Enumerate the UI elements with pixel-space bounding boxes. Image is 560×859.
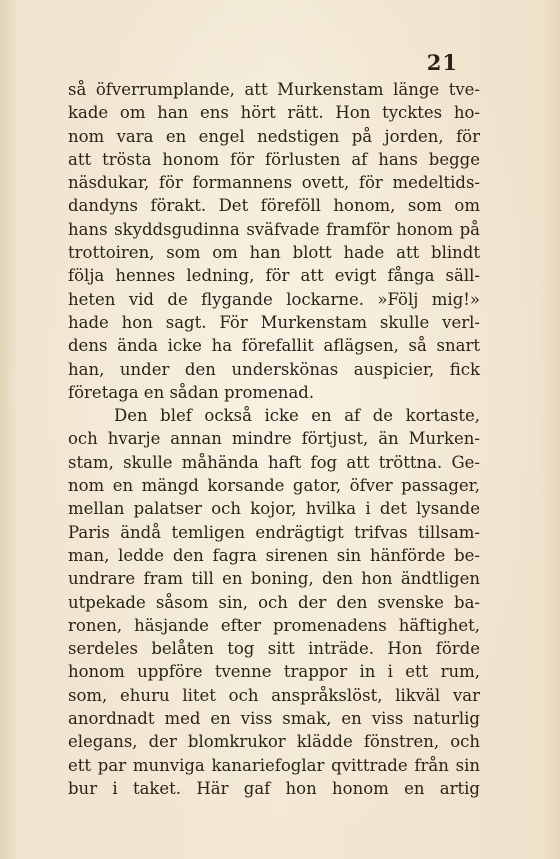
text-line: serdeles belåten tog sitt inträde. Hon förde [68, 639, 480, 659]
page-number: 21 [426, 50, 458, 75]
text-line: mellan palatser och kojor, hvilka i det lysande [68, 499, 480, 519]
text-line: man, ledde den fagra sirenen sin hänförde be- [68, 545, 480, 565]
text-line: så öfverrumplande, att Murkenstam länge tve- [68, 80, 480, 99]
text-line: heten vid de flygande lockarne. »Följ mig!» [68, 289, 480, 309]
text-line: trottoiren, som om han blott hade att blindt [68, 243, 480, 263]
text-line: att trösta honom för förlusten af hans begge [68, 149, 480, 169]
text-line: han, under den underskönas auspicier, fick [68, 359, 480, 379]
text-line: dens ända icke ha förefallit aflägsen, så snart [68, 336, 480, 356]
text-line: anordnadt med en viss smak, en viss naturlig [68, 709, 480, 729]
text-line: som, ehuru litet och anspråkslöst, likväl var [68, 685, 480, 705]
text-line: näsdukar, för formannens ovett, för medeltids- [68, 173, 480, 193]
text-line: bur i taket. Här gaf hon honom en artig [68, 778, 480, 798]
text-line: dandyns förakt. Det föreföll honom, som om [68, 196, 480, 216]
text-line: Paris ändå temligen endrägtigt trifvas tillsam- [68, 522, 480, 542]
text-line: utpekade såsom sin, och der den svenske ba- [68, 592, 480, 612]
body-text [68, 78, 480, 800]
text-line: kade om han ens hört rätt. Hon tycktes ho- [68, 103, 480, 123]
text-line: och hvarje annan mindre förtjust, än Murken- [68, 429, 480, 449]
text-line: företaga en sådan promenad. [68, 382, 315, 402]
text-line: undrare fram till en boning, den hon ändtligen [68, 569, 480, 589]
text-line: stam, skulle måhända haft fog att tröttna. Ge- [68, 452, 480, 472]
text-line: hans skyddsgudinna sväfvade framför honom på [68, 219, 480, 239]
text-line: elegans, der blomkrukor klädde fönstren, och [68, 732, 480, 752]
text-line: ronen, häsjande efter promenadens häftighet, [68, 615, 480, 635]
text-line: följa hennes ledning, för att evigt fånga säll- [68, 266, 480, 286]
text-line: nom en mängd korsande gator, öfver passager, [68, 476, 480, 496]
text-line: hade hon sagt. För Murkenstam skulle verl- [68, 312, 480, 332]
text-line: ett par munviga kanariefoglar qvittrade från sin [68, 755, 480, 775]
text-line: Den blef också icke en af de kortaste, [114, 406, 480, 426]
text-line: nom vara en engel nedstigen på jorden, för [68, 126, 480, 146]
text-line: honom uppföre tvenne trappor in i ett rum, [68, 662, 480, 682]
